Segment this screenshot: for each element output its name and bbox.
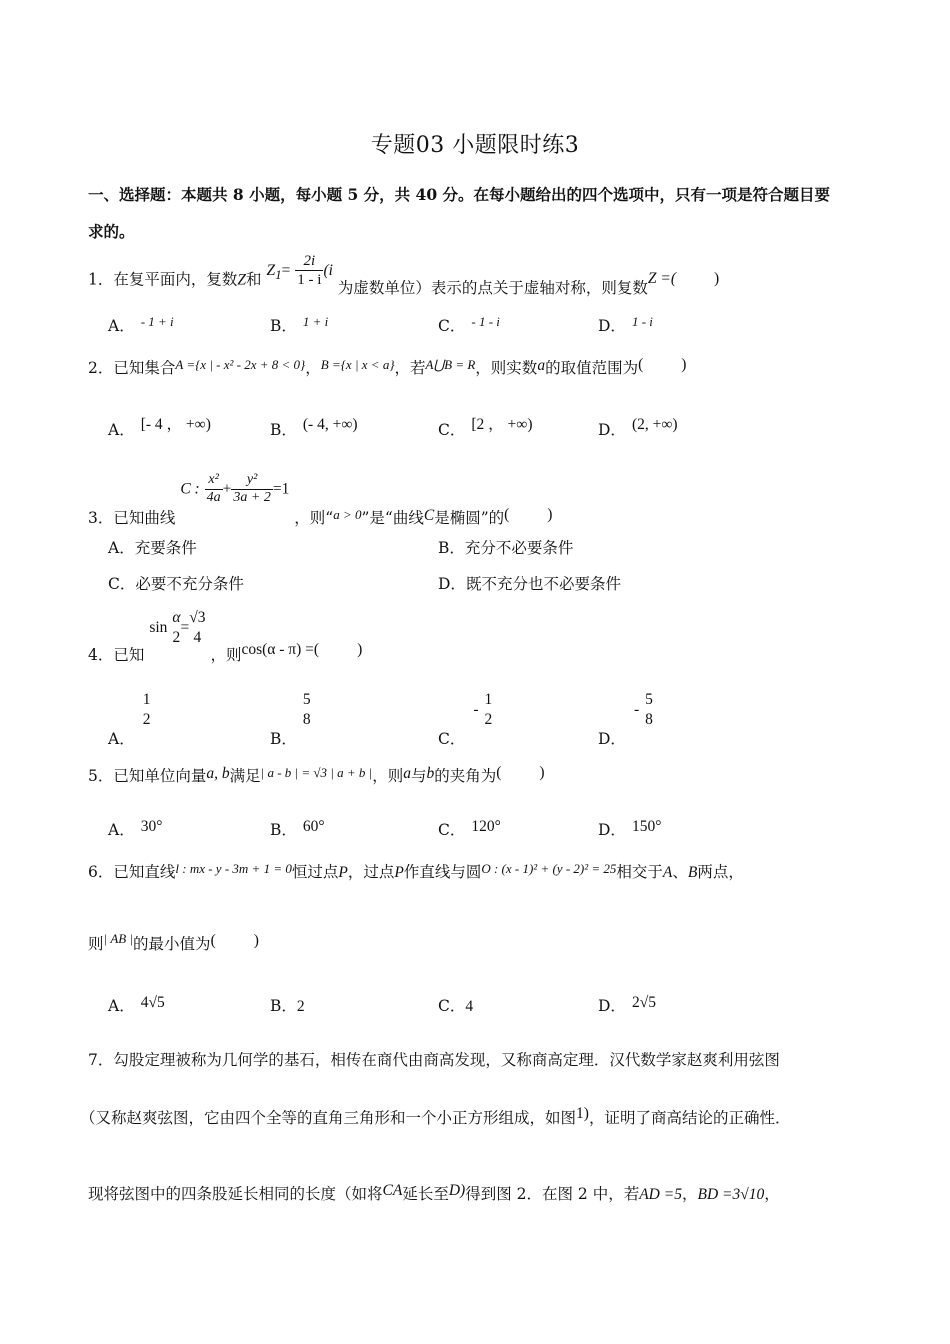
q6-option-b: B．2 [270, 997, 305, 1015]
question-1: 1．在复平面内，复数Z和 $Z_1=$ $\frac{2i}{1 - i}$ (i 为虚数单位）表示的点关于虚轴对称，则复数Z =( ) [88, 253, 720, 297]
q1-option-d: D． $^{1 - i}$ [598, 314, 653, 335]
q1-option-a: A． $^{- 1 + i}$ [108, 314, 174, 335]
question-5: 5．已知单位向量a, b满足$^{| a - b | = √3 | a + b |}$，则a与b的夹角为( ) [88, 764, 545, 785]
q6-option-c: C．4 [438, 997, 474, 1015]
question-7-line3: 现将弦图中的四条股延长相同的长度（如将CA延长至D)得到图 2．在图 2 中，若AD =5，BD =3√10， [88, 1182, 780, 1203]
q4-option-c: C．- 1 2 [438, 691, 493, 749]
q2-option-b: B． (- 4, +∞) [270, 416, 358, 439]
question-7: 7．勾股定理被称为几何学的基石，相传在商代由商高发现，又称商高定理．汉代数学家赵爽利用弦图 [88, 1051, 780, 1069]
q5-option-c: C． 120° [438, 818, 501, 839]
section-heading-cont: 求的。 [88, 222, 135, 241]
question-7-line2: （又称赵爽弦图，它由四个全等的直角三角形和一个小正方形组成，如图1)，证明了商高结论的正确性． [80, 1105, 791, 1127]
question-4: 4．已知 sin α 2 = √3 4 ，则cos(α - π) =( ) [88, 609, 363, 665]
fraction-y2-over-3a2: $\frac{\text{y²}}{3a + 2}$ [233, 472, 271, 505]
q4-option-b: B． 5 8 [270, 691, 311, 749]
question-3: 3．已知曲线 C : $\frac{\text{x²}}{4a}$ + $\frac{\text{y²}}{3a + 2}$ =1 ，则“$_{a > 0}$”是“曲线C是椭圆”的( ) [88, 472, 553, 528]
q6-option-d: D． 2√5 [598, 994, 656, 1015]
question-6: 6．已知直线$^{l : mx - y - 3m + 1 = 0}$恒过点P，过点P作直线与圆$^{O : (x - 1)^2 + (y - 2)^2 = 25}$相交于A、B两点， [88, 861, 744, 881]
q2-option-d: D． (2, +∞) [598, 416, 678, 439]
q4-option-d: D．- 5 8 [598, 691, 653, 749]
q3-option-b: B．充分不必要条件 [438, 539, 574, 557]
q3-option-a: A．充要条件 [108, 539, 197, 557]
fraction-x2-over-4a: $\frac{\text{x²}}{4a}$ [206, 472, 221, 505]
q1-option-c: C． $^{- 1 - i}$ [438, 314, 500, 335]
q1-option-b: B． $^{1 + i}$ [270, 314, 329, 335]
q5-option-a: A． 30° [108, 818, 163, 839]
q5-option-b: B． 60° [270, 818, 325, 839]
z1-symbol: $Z_1$ [266, 261, 282, 282]
fraction-alpha-over-2: α 2 [172, 609, 181, 647]
q4-option-a: A． 1 2 [108, 691, 151, 749]
q3-option-c: C．必要不充分条件 [108, 575, 244, 593]
fraction-2i-over-1-i: $\frac{2i}{1 - i}$ [297, 253, 322, 288]
q3-option-d: D．既不充分也不必要条件 [438, 575, 621, 593]
question-6-cont: 则$^{| AB |}$的最小值为( ) [88, 931, 259, 953]
q5-option-d: D． 150° [598, 818, 662, 839]
q2-option-a: A． [- 4 ， +∞) [108, 416, 211, 439]
fraction-root3-over-4: √3 4 [189, 609, 206, 647]
section-heading: 一、选择题：本题共 8 小题，每小题 5 分，共 40 分。在每小题给出的四个选项中，只有一项是符合题目要 [88, 185, 831, 204]
page-title: 专题03 小题限时练3 [370, 133, 580, 158]
question-2: 2．已知集合$^{A =\{x | - x^2 - 2x + 8 < 0\}}$，$^{B =\{x | x < a\}}$，若$^{A⋃B = R}$，则实数a的取值范围为( ) [88, 356, 687, 377]
q6-option-a: A． 4√5 [108, 994, 165, 1015]
q2-option-c: C． [2 ， +∞) [438, 416, 533, 439]
